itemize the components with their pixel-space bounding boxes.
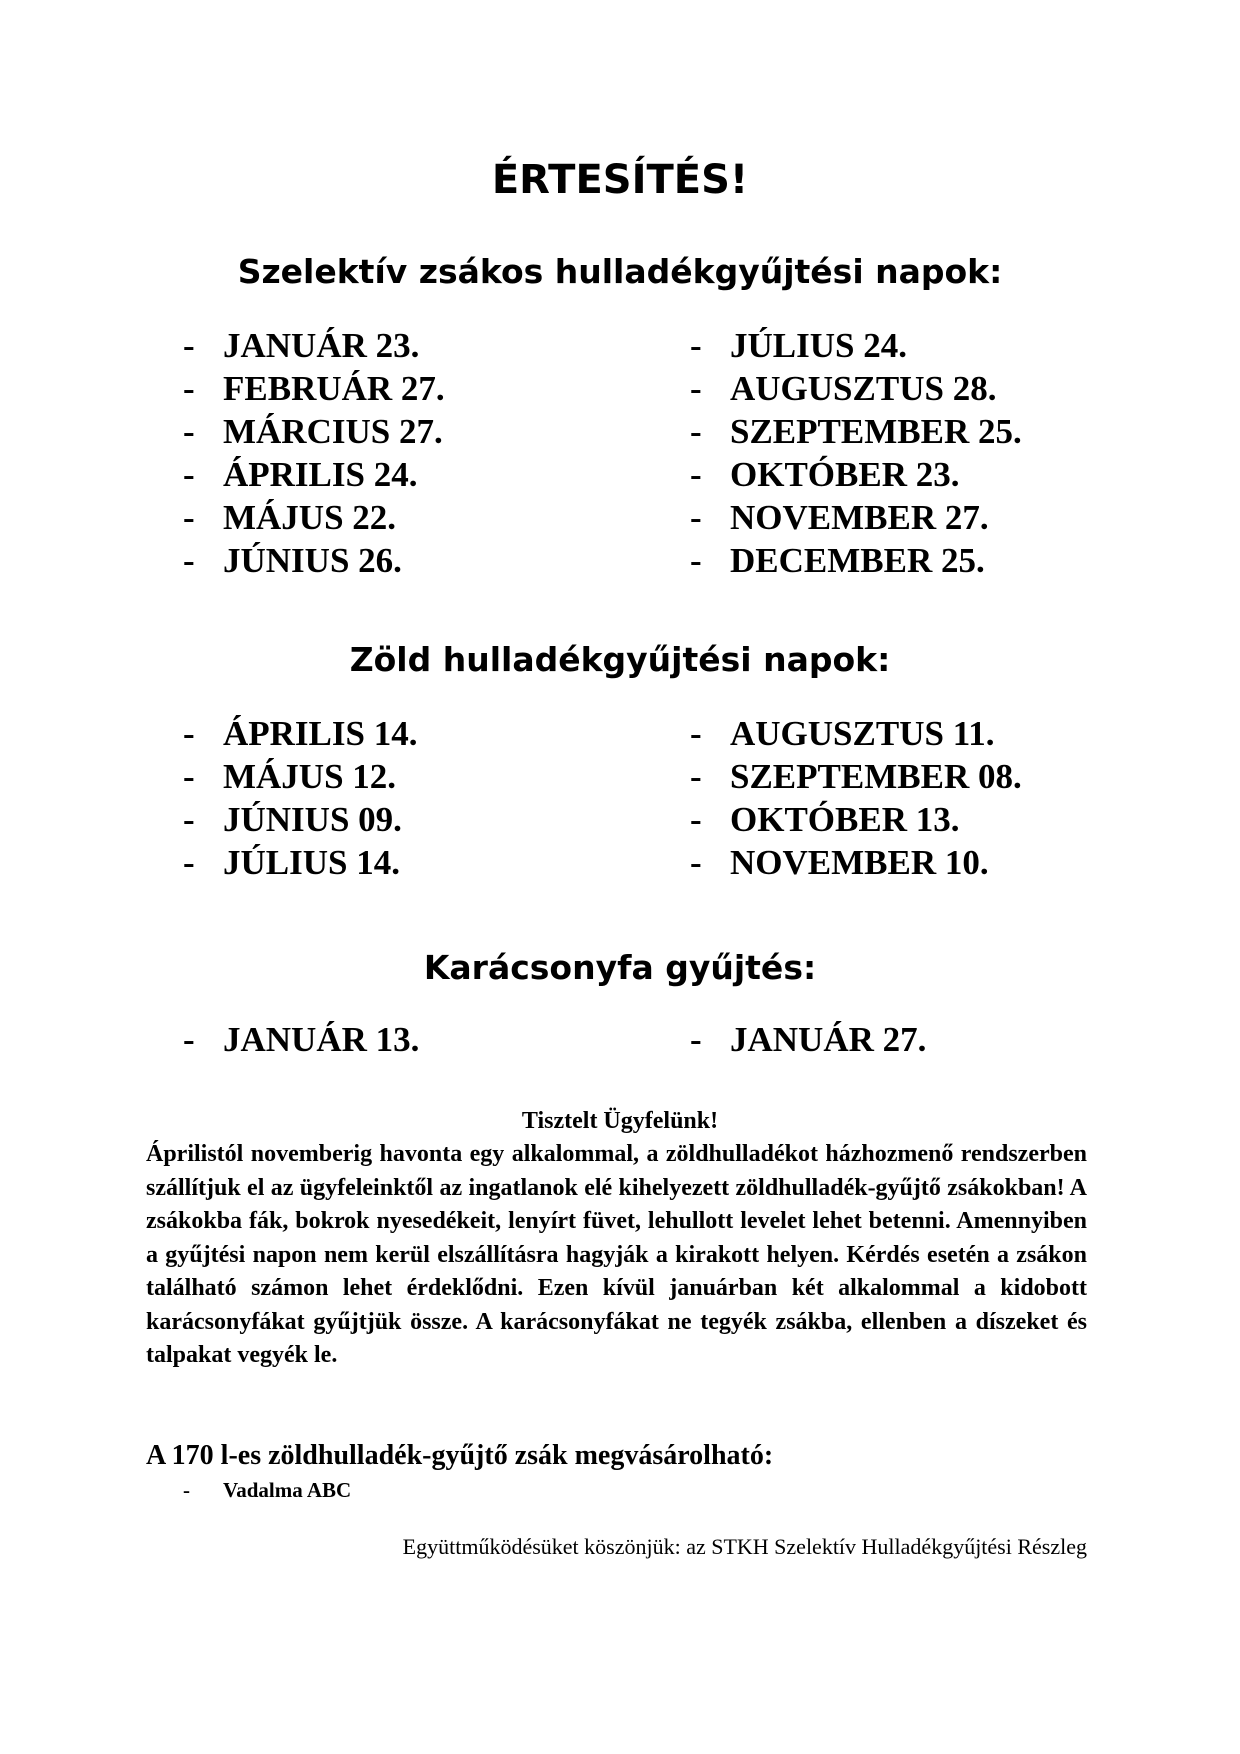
list-item-text: SZEPTEMBER 08. (730, 757, 1022, 796)
green-dates-right (690, 712, 1022, 884)
list-item (183, 755, 417, 798)
list-item-text: JÚNIUS 26. (223, 541, 402, 580)
green-collection-heading: Zöld hulladékgyűjtési napok: (349, 640, 891, 679)
dash-bullet: - (183, 757, 195, 796)
dash-bullet: - (183, 714, 195, 753)
list-item (183, 324, 445, 367)
selective-dates-left (183, 324, 445, 582)
list-item (690, 539, 1022, 582)
dash-bullet: - (183, 800, 195, 839)
dash-bullet: - (183, 1020, 195, 1059)
list-item (183, 367, 445, 410)
list-item-text: MÁJUS 12. (223, 757, 397, 796)
list-item-text: JANUÁR 27. (730, 1020, 927, 1059)
list-item (183, 496, 445, 539)
list-item-text: AUGUSZTUS 28. (730, 369, 997, 408)
list-item-text: DECEMBER 25. (730, 541, 985, 580)
list-item-text: MÁRCIUS 27. (223, 412, 443, 451)
dash-bullet: - (690, 369, 702, 408)
list-item-text: FEBRUÁR 27. (223, 369, 445, 408)
list-item (690, 755, 1022, 798)
christmas-tree-heading: Karácsonyfa gyűjtés: (423, 948, 817, 987)
list-item-text: SZEPTEMBER 25. (730, 412, 1022, 451)
dash-bullet: - (183, 1478, 190, 1502)
list-item-text: OKTÓBER 23. (730, 455, 960, 494)
list-item (690, 841, 1022, 884)
list-item-text: JÚLIUS 14. (223, 843, 400, 882)
list-item-text: JÚLIUS 24. (730, 326, 907, 365)
list-item (690, 453, 1022, 496)
list-item (183, 712, 417, 755)
christmas-dates-right (690, 1018, 926, 1061)
list-item (690, 410, 1022, 453)
list-item-text: NOVEMBER 10. (730, 843, 989, 882)
dash-bullet: - (183, 541, 195, 580)
page-title: ÉRTESÍTÉS! (491, 157, 749, 203)
list-item-text: AUGUSZTUS 11. (730, 714, 995, 753)
list-item (690, 367, 1022, 410)
list-item-text: JANUÁR 23. (223, 326, 420, 365)
list-item (183, 410, 445, 453)
list-item (690, 798, 1022, 841)
dash-bullet: - (690, 498, 702, 537)
dash-bullet: - (690, 541, 702, 580)
dash-bullet: - (690, 714, 702, 753)
shop-list (183, 1475, 351, 1505)
list-item-text: OKTÓBER 13. (730, 800, 960, 839)
footer-note: Együttműködésüket köszönjük: az STKH Szelektív Hulladékgyűjtési Részleg (402, 1534, 1087, 1559)
list-item (183, 798, 417, 841)
notice-body: Áprilistól novemberig havonta egy alkalommal, a zöldhulladékot házhozmenő rendszerben szállítjuk el az ügyfeleinktől az ingatlanok elé kihelyezett zöldhulladék-gyűjtő zsákokban! A zsákokba fák, bokrok nyesedékeit, lenyírt füvet, lehullott levelet lehet betenni. Amennyiben a gyűjtési napon nem kerül elszállításra hagyják a kirakott helyen. Kérdés esetén a zsákon található számon lehet érdeklődni. Ezen kívül januárban két alkalommal a kidobott karácsonyfákat gyűjtjük össze. A karácsonyfákat ne tegyék zsákba, ellenben a díszeket és talpakat vegyék le. (146, 1141, 1087, 1368)
list-item-text: JANUÁR 13. (223, 1020, 420, 1059)
purchase-heading: A 170 l-es zöldhulladék-gyűjtő zsák megvásárolható: (146, 1440, 774, 1471)
list-item-text: JÚNIUS 09. (223, 800, 402, 839)
dash-bullet: - (183, 412, 195, 451)
list-item-text: ÁPRILIS 24. (223, 455, 418, 494)
list-item (690, 324, 1022, 367)
green-dates-left (183, 712, 417, 884)
dash-bullet: - (690, 455, 702, 494)
list-item (690, 496, 1022, 539)
list-item (183, 1018, 419, 1061)
list-item-text: MÁJUS 22. (223, 498, 397, 537)
dash-bullet: - (690, 757, 702, 796)
dash-bullet: - (183, 498, 195, 537)
dash-bullet: - (690, 843, 702, 882)
selective-dates-right (690, 324, 1022, 582)
list-item (183, 1475, 351, 1505)
selective-collection-heading: Szelektív zsákos hulladékgyűjtési napok: (237, 252, 1003, 291)
list-item (690, 1018, 926, 1061)
dash-bullet: - (690, 412, 702, 451)
list-item (183, 841, 417, 884)
list-item-text: Vadalma ABC (223, 1478, 352, 1502)
christmas-dates-left (183, 1018, 419, 1061)
list-item-text: NOVEMBER 27. (730, 498, 989, 537)
list-item (690, 712, 1022, 755)
dash-bullet: - (183, 369, 195, 408)
dash-bullet: - (183, 843, 195, 882)
list-item (183, 453, 445, 496)
dash-bullet: - (183, 326, 195, 365)
dash-bullet: - (690, 800, 702, 839)
greeting: Tisztelt Ügyfelünk! (521, 1108, 719, 1134)
list-item-text: ÁPRILIS 14. (223, 714, 418, 753)
dash-bullet: - (690, 1020, 702, 1059)
dash-bullet: - (183, 455, 195, 494)
dash-bullet: - (690, 326, 702, 365)
list-item (183, 539, 445, 582)
